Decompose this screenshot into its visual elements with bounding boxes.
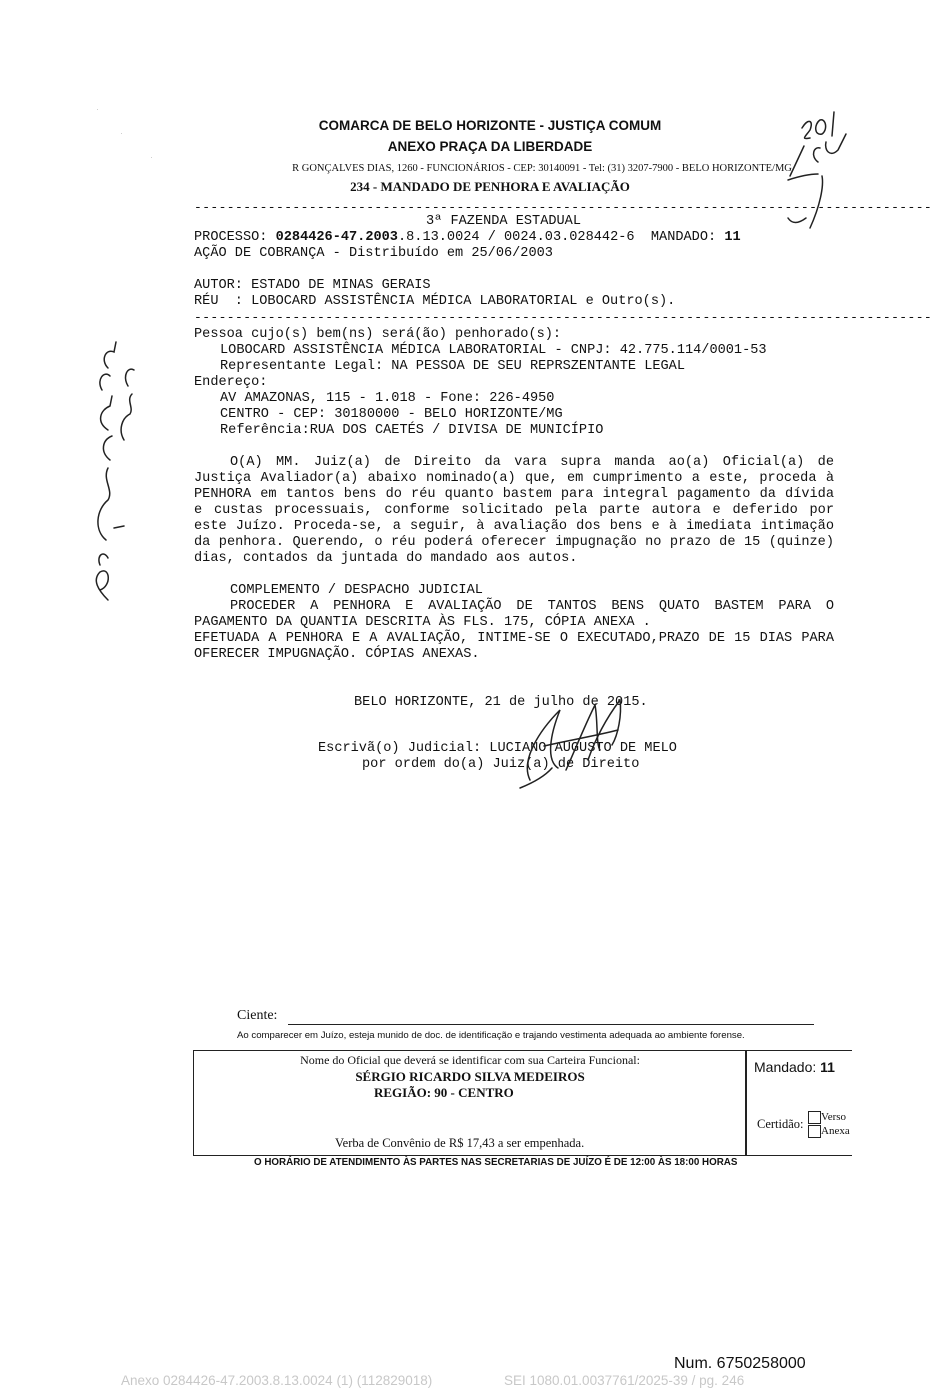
anexa-checkbox[interactable] xyxy=(808,1125,821,1138)
officer-intro: Nome do Oficial que deverá se identificar com sua Carteira Funcional: xyxy=(300,1053,640,1067)
separator: ------------------------------------------------------------------------------------------ xyxy=(194,200,932,215)
endereco-label: Endereço: xyxy=(194,375,268,390)
complemento-title: COMPLEMENTO / DESPACHO JUDICIAL xyxy=(230,583,483,598)
box-mandado-number: 11 xyxy=(820,1059,835,1075)
vara: 3ª FAZENDA ESTADUAL xyxy=(426,214,581,229)
anexo-watermark: Anexo 0284426-47.2003.8.13.0024 (1) (112829018) xyxy=(121,1373,433,1388)
box-mandado xyxy=(754,1059,835,1075)
scan-speck: · xyxy=(120,128,123,138)
place-date: BELO HORIZONTE, 21 de julho de 2015. xyxy=(354,695,648,710)
verso-label: Verso xyxy=(821,1111,847,1124)
document-number: Num. 6750258000 xyxy=(674,1355,806,1372)
margin-handwritten-note xyxy=(78,340,138,610)
processo-label: PROCESSO: xyxy=(194,230,268,245)
officer-box-divider xyxy=(745,1050,747,1155)
endereco-1: AV AMAZONAS, 115 - 1.018 - Fone: 226-4950 xyxy=(220,391,555,406)
verso-checkbox[interactable] xyxy=(808,1111,821,1124)
sei-watermark: SEI 1080.01.0037761/2025-39 / pg. 246 xyxy=(504,1373,745,1388)
complemento-text-1: PROCEDER A PENHORA E AVALIAÇÃO DE TANTOS BENS QUATO BASTEM PARA O PAGAMENTO DA QUANTIA DESCRITA ÀS FLS. 175, CÓPIA ANEXA . xyxy=(194,599,834,630)
anexa-label: Anexa xyxy=(821,1125,850,1138)
mandado-label: MANDADO: xyxy=(650,230,717,245)
complemento-text-2: EFETUADA A PENHORA E A AVALIAÇÃO, INTIME-SE O EXECUTADO,PRAZO DE 15 DIAS PARA OFERECER IMPUGNAÇÃO. CÓPIAS ANEXAS. xyxy=(194,631,834,662)
ciente-label: Ciente: xyxy=(237,1008,278,1023)
certidao-option-verso xyxy=(808,1111,851,1124)
court-address: R GONÇALVES DIAS, 1260 - FUNCIONÁRIOS - CEP: 30140091 - Tel: (31) 3207-7900 - BELO HORIZONTE/MG xyxy=(292,163,792,174)
document-title: 234 - MANDADO DE PENHORA E AVALIAÇÃO xyxy=(350,179,630,194)
mandado-number: 11 xyxy=(724,230,741,245)
processo-number-rest: .8.13.0024 / 0024.03.028442-6 xyxy=(397,230,635,245)
processo-number: 0284426-47.2003 xyxy=(275,230,398,245)
court-annex: ANEXO PRAÇA DA LIBERDADE xyxy=(387,139,593,154)
representante: Representante Legal: NA PESSOA DE SEU REPRSZENTANTE LEGAL xyxy=(220,359,685,374)
scan-speck: · xyxy=(150,152,153,162)
horario-note: O HORÁRIO DE ATENDIMENTO ÀS PARTES NAS SECRETARIAS DE JUÍZO É DE 12:00 ÀS 18:00 HORAS xyxy=(254,1157,738,1168)
autor: AUTOR: ESTADO DE MINAS GERAIS xyxy=(194,278,431,293)
ciente-signature-line xyxy=(288,1024,814,1025)
pessoa-nome: LOBOCARD ASSISTÊNCIA MÉDICA LABORATORIAL - CNPJ: 42.775.114/0001-53 xyxy=(220,343,767,358)
ordem-line: por ordem do(a) Juiz(a) de Direito xyxy=(362,757,640,772)
endereco-2: CENTRO - CEP: 30180000 - BELO HORIZONTE/MG xyxy=(220,407,563,422)
officer-name: SÉRGIO RICARDO SILVA MEDEIROS xyxy=(355,1069,585,1084)
acao: AÇÃO DE COBRANÇA - Distribuído em 25/06/2003 xyxy=(194,246,553,261)
officer-region: REGIÃO: 90 - CENTRO xyxy=(374,1085,514,1100)
pessoa-intro: Pessoa cujo(s) bem(ns) será(ão) penhorado(s): xyxy=(194,327,562,342)
separator: ------------------------------------------------------------------------------------------ xyxy=(194,310,932,325)
box-mandado-label: Mandado: xyxy=(754,1059,817,1075)
judicial-signature xyxy=(500,690,640,790)
reu: RÉU : LOBOCARD ASSISTÊNCIA MÉDICA LABORATORIAL e Outro(s). xyxy=(194,294,676,309)
verba-convenio: Verba de Convênio de R$ 17,43 a ser empenhada. xyxy=(335,1136,585,1150)
escriva-line: Escrivã(o) Judicial: LUCIANO AUGUSTO DE MELO xyxy=(318,741,677,756)
court-name: COMARCA DE BELO HORIZONTE - JUSTIÇA COMUM xyxy=(318,118,662,133)
certidao-label: Certidão: xyxy=(757,1117,804,1131)
order-paragraph: O(A) MM. Juiz(a) de Direito da vara supra manda ao(a) Oficial(a) de Justiça Avaliador(a) abaixo nominado(a) que, em cumprimento a este, proceda à PENHORA em tantos bens do réu quanto bastem para integral pagamento da dívida e custas processuais, conforme solicitado pela parte autora e deferido por este Juízo. Proceda-se, a seguir, à avaliação dos bens e à imediata intimação da penhora. Querendo, o réu poderá oferecer impugnação no prazo de 15 (quinze) dias, contados da juntada do mandado aos autos. xyxy=(194,455,834,566)
referencia: Referência:RUA DOS CAETÉS / DIVISA DE MUNICÍPIO xyxy=(220,423,604,438)
processo-line xyxy=(194,230,741,246)
scan-speck: · xyxy=(96,104,99,114)
ciente-note: Ao comparecer em Juízo, esteja munido de doc. de identificação e trajando vestimenta adequada ao ambiente forense. xyxy=(237,1030,745,1041)
certidao-option-anexa xyxy=(808,1125,851,1138)
